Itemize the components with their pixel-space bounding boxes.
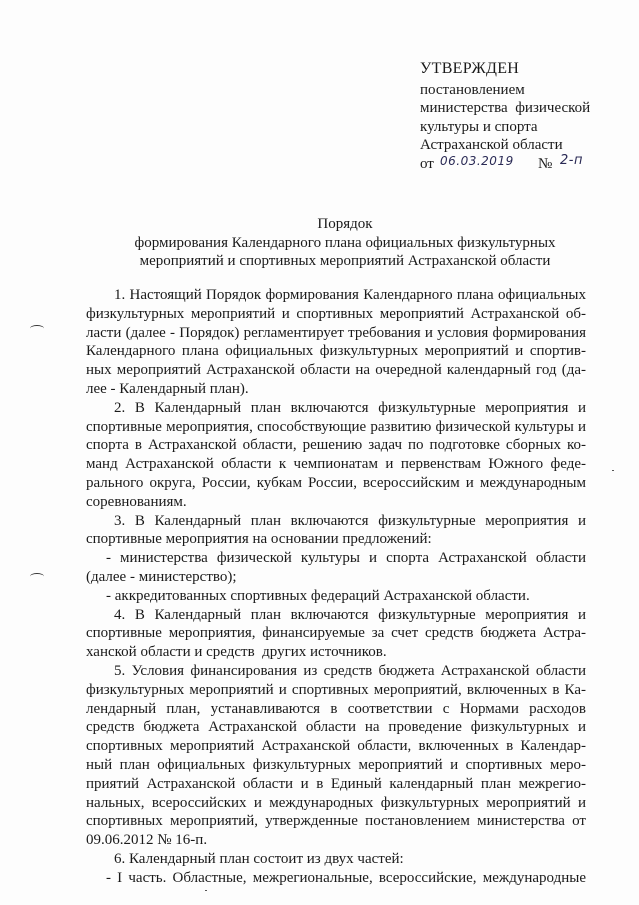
text-line: лендарный план, устанавливаются в соответствии с Нормами расходов	[86, 700, 586, 717]
scan-speck	[612, 470, 614, 471]
text-line: - I часть. Областные, межрегиональные, всероссийские, международные	[106, 869, 586, 886]
text-line: физкультурных мероприятий и спортивных мероприятий Астраханской об-	[86, 305, 586, 322]
text-line: физкультурных мероприятий и спортивных мероприятий, включенных в Ка-	[86, 681, 586, 698]
approval-line-1: постановлением	[420, 81, 525, 98]
text-line: 4. В Календарный план включаются физкультурные мероприятия и	[114, 606, 586, 623]
document-title: Порядок	[317, 216, 373, 232]
text-line: 1. Настоящий Порядок формирования Календарного плана официальных	[114, 287, 586, 303]
text-line: спортивные мероприятия, финансируемые за счет средств бюджета Астра-	[86, 625, 586, 642]
hole-punch-mark	[30, 325, 44, 332]
text-line: 6. Календарный план состоит из двух частей:	[114, 850, 404, 867]
approval-date-line	[420, 152, 620, 173]
text-line: 2. В Календарный план включаются физкультурные мероприятия и	[114, 399, 586, 416]
text-line: спортивные мероприятия на основании предложений:	[86, 531, 432, 548]
text-line: нальных, всероссийских и международных физкультурных мероприятий и	[86, 794, 586, 811]
handwritten-number: 2-п	[560, 152, 583, 168]
text-line: 5. Условия финансирования из средств бюджета Астраханской области	[114, 662, 586, 679]
text-line: ных мероприятий Астраханской области на очередной календарный год (да-	[86, 362, 586, 379]
date-prefix: от	[420, 155, 434, 172]
text-line: ный план официальных физкультурных мероприятий и спортивных меро-	[86, 756, 586, 773]
number-label: №	[538, 155, 553, 172]
text-line: - министерства физической культуры и спорта Астраханской области	[106, 550, 586, 567]
text-line: 09.06.2012 № 16-п.	[86, 832, 208, 849]
text-line: спортивных мероприятий, утвержденные постановлением министерства от	[86, 813, 586, 830]
approval-stamp	[420, 60, 620, 173]
text-line: спортивных мероприятий Астраханской области, включенных в Календар-	[86, 738, 586, 755]
text-line: приятий Астраханской области и в Единый календарный план межрегио-	[86, 775, 586, 792]
body-text	[86, 286, 586, 888]
scan-speck	[205, 890, 207, 891]
text-line: рального округа, России, кубкам России, всероссийским и международным	[86, 474, 586, 491]
document-subtitle-line-1: формирования Календарного плана официальных физкультурных	[134, 235, 556, 251]
approval-line-2: министерства физической	[420, 100, 591, 116]
approval-line-4: Астраханской области	[420, 137, 563, 153]
hole-punch-mark	[30, 573, 44, 580]
text-line: - аккредитованных спортивных федераций Астраханской области.	[106, 587, 530, 604]
text-line: соревнованиям.	[86, 493, 187, 510]
text-line: спорта в Астраханской области, решению задач по подготовке сборных ко-	[86, 437, 586, 454]
text-line: манд Астраханской области к чемпионатам и первенствам Южного феде-	[86, 456, 586, 473]
text-line: 3. В Календарный план включаются физкультурные мероприятия и	[114, 512, 586, 529]
text-line: лее - Календарный план).	[86, 380, 249, 397]
text-line: (далее - министерство);	[86, 568, 237, 585]
text-line: ханской области и средств других источников.	[86, 644, 387, 661]
text-line: спортивные мероприятия, способствующие развитию физической культуры и	[86, 418, 586, 435]
approval-heading: УТВЕРЖДЕН	[420, 60, 520, 77]
approval-line-3: культуры и спорта	[420, 118, 538, 135]
document-subtitle-line-2: мероприятий и спортивных мероприятий Астраханской области	[139, 253, 551, 269]
text-line: средств бюджета Астраханской области на проведение физкультурных и	[86, 719, 586, 736]
handwritten-date: 06.03.2019	[440, 153, 514, 168]
text-line: Календарного плана официальных физкультурных мероприятий и спортив-	[86, 343, 586, 360]
text-line: ласти (далее - Порядок) регламентирует требования и условия формирования	[86, 324, 586, 341]
